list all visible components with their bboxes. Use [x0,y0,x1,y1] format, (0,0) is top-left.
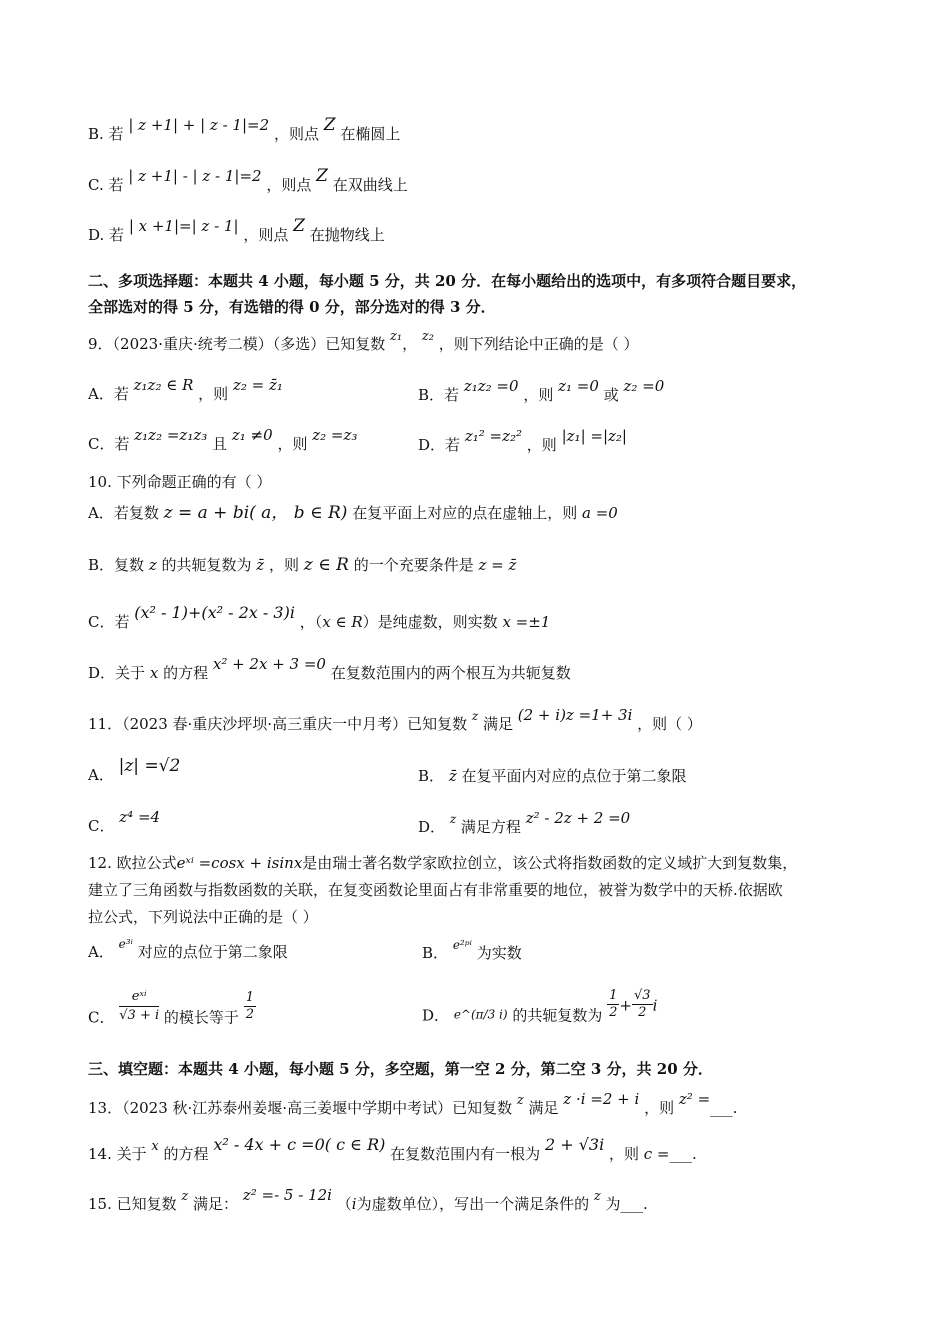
formula: x [151,1139,159,1154]
text: （ [336,1195,352,1213]
question-12-option-B [422,938,522,963]
option-label: C. 若 [88,176,124,194]
formula: |z₁| =|z₂| [561,427,627,445]
formula: z ·i =2 + i [563,1090,640,1108]
answer-blank[interactable]: ___ [669,1145,693,1163]
question-9-option-B [418,377,665,405]
formula: x² - 4x + c =0( c ∈ R) [213,1135,386,1154]
text: 的一个充要条件是 [353,556,474,574]
option-label: A． [88,766,114,784]
numerator: 1 [245,990,254,1005]
section-heading: 三、填空题：本题共 4 小题，每小题 5 分，多空题，第一空 2 分，第二空 3 分，共 20 分． [88,1060,713,1078]
text: 在复平面内对应的点位于第二象限 [461,767,687,785]
formula: z [449,812,457,826]
formula: z₁² =z₂² [464,427,523,445]
formula: z [471,709,479,723]
question-11-stem [88,706,702,735]
question-10-stem: 10. 下列命题正确的有（ ） [88,473,272,491]
formula: x ∈ R [322,613,363,631]
text: ，则点 [243,226,289,244]
formula: (2 + i)z =1+ 3i [517,706,633,724]
option-label: D. 若 [88,226,125,244]
option-label: C． [88,817,115,835]
text: 的方程 [163,664,209,682]
fraction [632,988,653,1021]
formula: | x +1|=| z - 1| [128,217,239,235]
text: 为实数 [476,944,522,962]
formula: x [149,664,159,682]
formula: c = [643,1145,670,1163]
question-10-option-D [88,655,571,683]
question-15 [88,1186,648,1216]
question-10-option-B [88,555,516,575]
formula: (x² - 1)+(x² - 2x - 3)i [134,603,295,622]
formula: z₂ = z̄₁ [232,376,283,394]
formula: a =0 [582,504,618,522]
formula: e³ⁱ [118,937,133,951]
question-13 [88,1090,738,1120]
formula: eˣⁱ =cosx + isinx [176,854,303,872]
denominator: √3 + i [119,1008,160,1023]
denominator: 2 [638,1005,647,1020]
text: 为 [605,1195,621,1213]
formula: x² + 2x + 3 =0 [212,655,326,673]
option-label: B． [418,767,445,785]
text: 的共轭复数为 [512,1006,603,1025]
question-9-option-A [88,376,283,404]
formula: z [148,556,157,574]
text: 9．（2023·重庆·统考二模）（多选）已知复数 [88,335,386,353]
text: 的方程 [163,1145,209,1163]
formula: z₁ [390,329,403,344]
text: 满足 [482,715,513,733]
option-label: D．关于 [88,664,146,682]
formula: |z| =√2 [118,756,181,776]
formula: i [652,996,658,1015]
question-11-option-D [418,809,631,837]
formula: z₁z₂ =z₁z₃ [134,426,208,444]
option-8C [88,166,408,195]
formula: | z +1| - | z - 1|=2 [128,167,262,185]
question-12-stem [88,853,797,873]
text: 12. 欧拉公式 [88,854,177,872]
question-9-option-C [88,426,358,454]
text: 在复平面上对应的点在虚轴上，则 [352,504,578,522]
formula: z ∈ R [303,555,349,575]
option-8D [88,216,385,245]
answer-blank[interactable]: ___ [710,1099,733,1117]
option-label: B. 若 [88,125,124,143]
text: ，则点 [266,176,312,194]
option-label: C． [88,1008,115,1027]
text: ，则 [268,556,299,574]
question-9-stem [88,329,639,356]
question-12-stem-line3: 拉公式，下列说法中正确的是（ ） [88,908,318,926]
formula: x =±1 [502,613,551,631]
formula: e^(π/3 i) [453,1007,508,1022]
formula: z₁z₂ ∈ R [133,376,194,394]
text: 在抛物线上 [309,226,385,244]
text: ，则 [526,436,557,454]
numerator: eˣⁱ [119,988,159,1007]
text: 是由瑞士著名数学家欧拉创立，该公式将指数函数的定义域扩大到复数集， [302,854,798,872]
numerator: 1 [609,988,618,1003]
fraction [607,988,619,1021]
formula: z⁴ =4 [119,808,161,826]
denominator: 2 [245,1007,254,1022]
option-label: D． [422,1006,450,1025]
formula: i [351,1195,357,1213]
text: 的模长等于 [163,1008,239,1027]
question-11-option-B [418,765,687,786]
formula: Z [316,166,328,186]
formula: + [619,996,632,1015]
text: ，则下列结论中正确的是（ ） [438,335,639,353]
formula: z [593,1189,601,1204]
denominator: 2 [609,1005,618,1020]
fraction [119,988,159,1025]
option-label: B．复数 [88,556,145,574]
text: 在复数范围内有一根为 [390,1145,541,1163]
formula: z = z̄ [478,556,517,574]
text: 15. 已知复数 [88,1195,177,1213]
text: 满足 [528,1099,559,1117]
formula: e²ᵖⁱ [452,938,472,952]
text: 在椭圆上 [340,125,401,143]
text: 满足方程 [460,818,521,836]
question-10-option-C [88,603,551,632]
question-12-option-A [88,937,288,963]
option-label: C．若 [88,613,130,631]
text: ，则 [608,1145,639,1163]
text: ，则 [523,386,554,404]
formula: z² =- 5 - 12i [242,1186,332,1204]
option-label: D． [418,818,446,836]
text: 13．（2023 秋·江苏泰州姜堰·高三姜堰中学期中考试）已知复数 [88,1099,513,1117]
formula: z² = [678,1090,711,1108]
text: . [732,1099,738,1117]
section-heading: 二、多项选择题：本题共 4 小题，每小题 5 分，共 20 分．在每小题给出的选项中，有多项符合题目要求， [88,272,807,290]
text: . [643,1195,648,1213]
text: ，则 [277,435,308,453]
text: ，（ [299,613,323,631]
option-label: D．若 [418,436,461,454]
fraction [244,990,256,1023]
option-label: A．若 [88,385,129,403]
text: . [692,1145,697,1163]
formula: Z [293,216,305,236]
formula: z [516,1093,524,1108]
formula: z₁ ≠0 [231,426,273,444]
text: 在双曲线上 [332,176,408,194]
formula: z₂ =0 [623,377,665,395]
formula: z₂ =z₃ [312,426,358,444]
answer-blank[interactable]: ___ [620,1195,644,1213]
text: ，则 [644,1099,675,1117]
text: 或 [603,386,619,404]
text: 满足： [193,1195,239,1213]
formula: z₂ [421,329,434,344]
question-11-option-A [88,756,181,785]
text: 11．（2023 春·重庆沙坪坝·高三重庆一中月考）已知复数 [88,715,468,733]
formula: 2 + √3i [544,1135,605,1154]
text: 在复数范围内的两个根互为共轭复数 [330,664,571,682]
text: ， [402,335,418,353]
formula: z₁z₂ =0 [463,377,519,395]
text: ，则（ ） [637,715,702,733]
text: ，则点 [273,125,319,143]
formula: Z [323,115,336,135]
section-heading: 全部选对的得 5 分，有选错的得 0 分，部分选对的得 3 分． [88,298,496,316]
formula: | z +1| + | z - 1|=2 [128,116,270,134]
formula: z = a + bi( a， b ∈ R) [163,503,348,523]
text: 的共轭复数为 [161,556,252,574]
formula: z² - 2z + 2 =0 [525,809,631,827]
option-label: A． [88,943,114,961]
text: ）是纯虚数，则实数 [362,613,498,631]
option-label: B． [422,944,449,962]
question-12-option-D [422,988,657,1026]
question-12-option-C [88,988,256,1028]
text: ，则 [198,385,229,403]
question-10-option-A [88,503,618,523]
formula: z [181,1189,189,1204]
text: 14. 关于 [88,1145,147,1163]
formula: z̄ [448,767,457,785]
question-9-option-D [418,427,627,455]
option-label: A．若复数 [88,504,159,522]
option-label: C．若 [88,435,130,453]
option-8B [88,115,401,144]
formula: z̄ [256,556,265,574]
text: 且 [212,435,228,453]
text: 为虚数单位），写出一个满足条件的 [356,1195,590,1213]
option-label: B．若 [418,386,460,404]
numerator: √3 [634,988,651,1003]
formula: z₁ =0 [558,377,599,395]
question-12-stem-line2: 建立了三角函数与指数函数的关联，在复变函数论里面占有非常重要的地位，被誉为数学中的天桥.依据欧 [88,881,783,899]
text: 对应的点位于第二象限 [137,943,288,961]
question-14 [88,1135,697,1166]
question-11-option-C [88,808,161,836]
